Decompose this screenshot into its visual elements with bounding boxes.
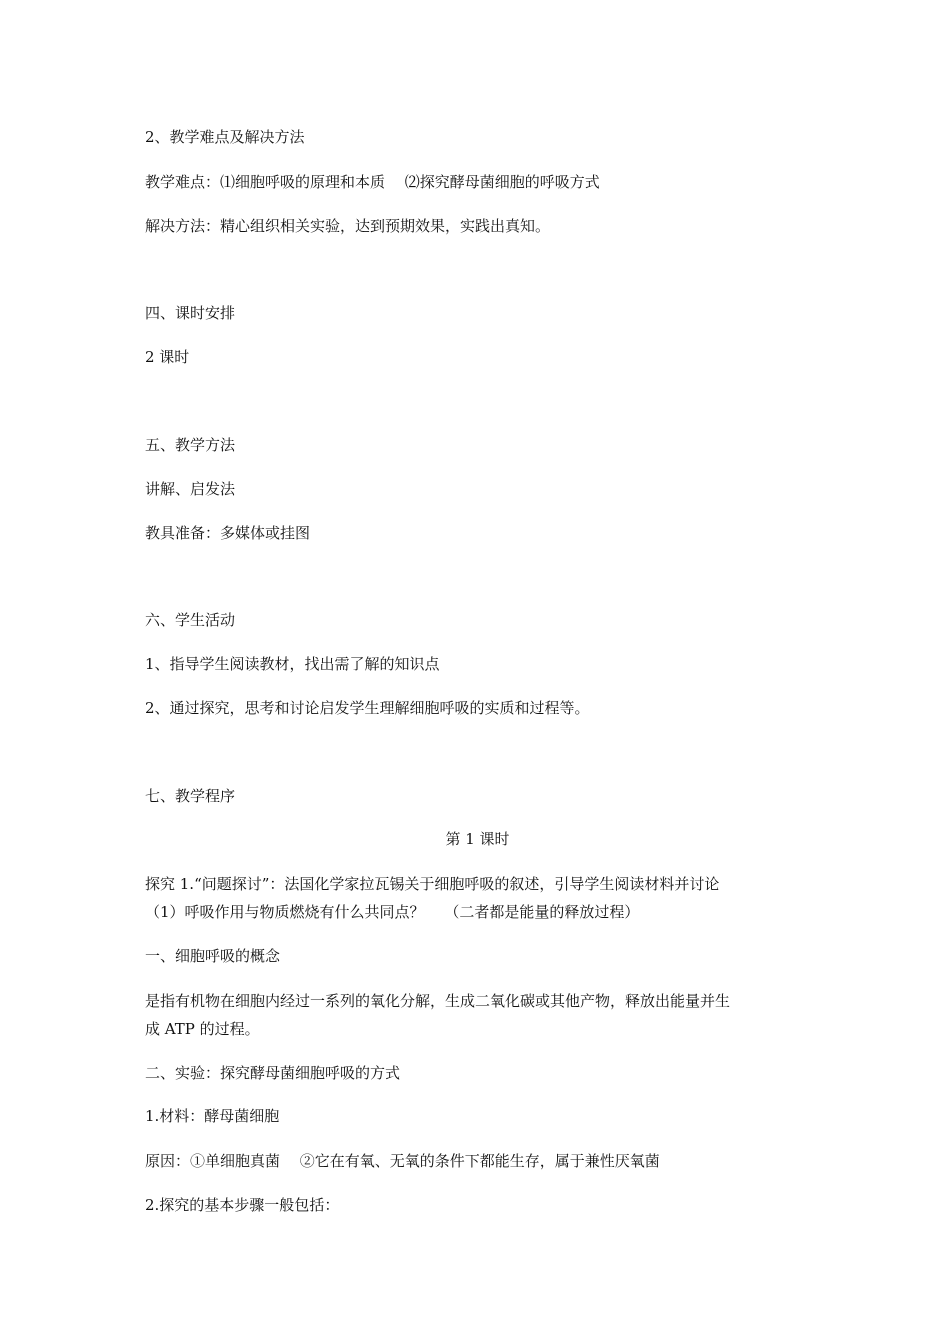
inquiry-1-text: 探究 1.“问题探讨”：法国化学家拉瓦锡关于细胞呼吸的叙述，引导学生阅读材料并讨论 <box>145 875 720 893</box>
teaching-aids-text: 教具准备：多媒体或挂图 <box>145 524 311 542</box>
heading-lesson-schedule: 四、课时安排 <box>145 304 236 322</box>
student-activity-2: 2、通过探究，思考和讨论启发学生理解细胞呼吸的实质和过程等。 <box>145 699 590 717</box>
teaching-difficulties-text: 教学难点：⑴细胞呼吸的原理和本质 ⑵探究酵母菌细胞的呼吸方式 <box>145 173 600 191</box>
concept-text-line-1: 是指有机物在细胞内经过一系列的氧化分解，生成二氧化碳或其他产物，释放出能量并生 <box>145 992 731 1010</box>
heading-experiment: 二、实验：探究酵母菌细胞呼吸的方式 <box>145 1064 401 1082</box>
inquiry-1-question: （1）呼吸作用与物质燃烧有什么共同点？ （二者都是能量的释放过程） <box>145 903 640 921</box>
lesson-count-text: 2 课时 <box>145 348 190 366</box>
teaching-methods-text: 讲解、启发法 <box>145 480 236 498</box>
heading-teaching-procedure: 七、教学程序 <box>145 787 236 805</box>
basic-steps-text: 2.探究的基本步骤一般包括： <box>145 1196 340 1214</box>
heading-teaching-methods: 五、教学方法 <box>145 436 236 454</box>
reason-text: 原因：①单细胞真菌 ②它在有氧、无氧的条件下都能生存，属于兼性厌氧菌 <box>145 1152 660 1170</box>
heading-cell-respiration-concept: 一、细胞呼吸的概念 <box>145 947 281 965</box>
heading-student-activities: 六、学生活动 <box>145 611 236 629</box>
material-text: 1.材料：酵母菌细胞 <box>145 1107 280 1125</box>
concept-text-line-2: 成 ATP 的过程。 <box>145 1020 260 1038</box>
lesson-1-title: 第 1 课时 <box>445 830 510 848</box>
student-activity-1: 1、指导学生阅读教材，找出需了解的知识点 <box>145 655 440 673</box>
solution-method-text: 解决方法：精心组织相关实验，达到预期效果，实践出真知。 <box>145 217 551 235</box>
heading-teaching-difficulties: 2、教学难点及解决方法 <box>145 128 305 146</box>
